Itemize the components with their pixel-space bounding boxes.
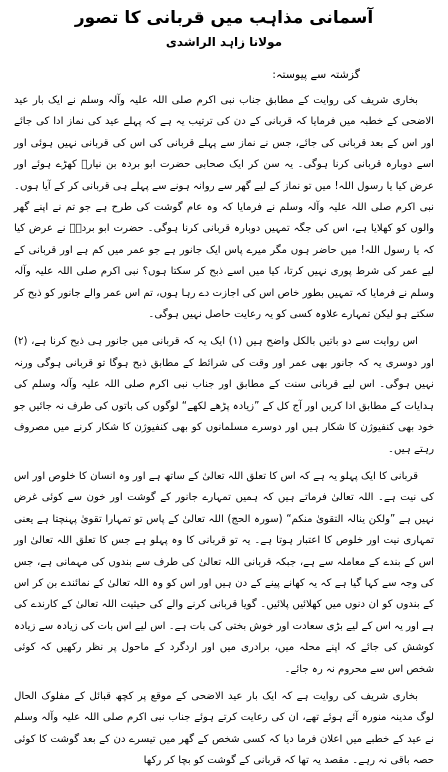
article-title: آسمانی مذاہب میں قربانی کا تصور [74,8,374,28]
paragraph: قربانی کا ایک پہلو یہ ہے کہ اس کا تعلق اللہ تعالیٰ کے ساتھ ہے اور وہ انسان کا خلوص اور اس کی نیت ہے۔ اللہ تعالیٰ فرماتے ہیں کہ ہمیں تمہارے جانور کے گوشت اور خون سے کوئی غرض نہیں ہے ”ولکن ینالہ التقویٰ منکم“ (سورہ الحج) اللہ تعالیٰ کے پاس تو تمہارا تقویٰ پہنچتا ہے یعنی تمہاری نیت اور خلوص کا اعتبار ہوتا ہے۔ یہ تو قربانی کا وہ پہلو ہے جس کا تعلق اللہ تعالیٰ اور اس کے بندے کے معاملہ سے ہے، جبکہ قربانی اللہ تعالیٰ کی طرف سے بندوں کی مہمانی ہے، جس کی وجہ سے کہا گیا ہے کہ یہ کھانے پینے کے دن ہیں اور اس کو وہ اللہ تعالیٰ کے نمائندے بن کر اس کے بندوں کو ان دنوں میں کھلائیں پلائیں۔ گویا قربانی کرنے والے کی حیثیت اللہ تعالیٰ کے کارندے کی ہے اور یہ اس کے لیے بڑی سعادت اور خوش بختی کی بات ہے۔ اس لیے اس بات کی زیادہ سے زیادہ کوشش کی جائے کہ اپنے محلہ میں، برادری میں اور اردگرد کے ماحول پر نظر رکھیں کہ کوئی شخص اس سے محروم نہ رہ جائے۔ [14,470,434,675]
continued-label: گزشتہ سے پیوستہ: [272,68,360,81]
author-name: مولانا زاہد الراشدی [165,35,283,49]
paragraph: اس روایت سے دو باتیں بالکل واضح ہیں (۱) ایک یہ کہ قربانی میں جانور ہی ذبح کرنا ہے، (۲) اور دوسری یہ کہ جانور بھی عمر اور وقت کی شرائط کے مطابق ذبح ہوگا تو قربانی ہوگی ورنہ نہیں ہوگی۔ اس لیے قربانی سنت کے مطابق اور جناب نبی اکرم صلی اللہ علیہ وآلہ وسلم کی ہدایات کے مطابق ادا کریں اور آج کل کے ”زیادہ پڑھے لکھے“ لوگوں کی باتوں کی طرف نہ جائیں جو خود بھی کنفیوژن کا شکار ہیں اور دوسرے مسلمانوں کو بھی کنفیوژن کا شکار کرنے میں مصروف رہتے ہیں۔ [14,336,434,455]
article-body [14,90,434,772]
paragraph: بخاری شریف کی روایت ہے کہ ایک بار عید الاضحی کے موقع پر کچھ قبائل کے مفلوک الحال لوگ مدینہ منورہ آئے ہوئے تھے، ان کی رعایت کرتے ہوئے جناب نبی اکرم صلی اللہ علیہ وآلہ وسلم نے عید کے خطبے میں اعلان فرما دیا کہ کسی شخص کے گھر میں تیسرے دن کے بعد گوشت کا کوئی حصہ باقی نہ رہے۔ مقصد یہ تھا کہ قربانی کے گوشت کو بچا کر رکھا [14,690,434,767]
paragraph: بخاری شریف کی روایت کے مطابق جناب نبی اکرم صلی اللہ علیہ وآلہ وسلم نے ایک بار عید الاضحی کے خطبہ میں فرمایا کہ قربانی کے دن کی ترتیب یہ ہے کہ پہلے عید کی نماز ادا کی جائے اور اس کے بعد قربانی کی جائے، جس نے نماز سے پہلے قربانی کی اس کی قربانی نہیں ہوئی اور اسے دوبارہ قربانی کرنا ہوگی۔ یہ سن کر ایک صحابی حضرت ابو بردہ بن نیارؓ کھڑے ہوئے اور عرض کیا یا رسول اللہ! میں تو نماز کے لیے گھر سے روانہ ہونے سے پہلے ہی قربانی کر کے آیا ہوں۔ نبی اکرم صلی اللہ علیہ وآلہ وسلم نے فرمایا کہ وہ عام گوشت کی طرح ہے جو تم نے اپنے گھر والوں کو کھلایا ہے، اس کی جگہ تمہیں دوبارہ قربانی کرنا ہوگی۔ حضرت ابو بردہؓ نے عرض کیا کہ یا رسول اللہ! میں حاضر ہوں مگر میرے پاس ایک جانور ہے جو عمر میں کم ہے اور قربانی کے لیے عمر کی شرط پوری نہیں کرتا، کیا میں اسے ذبح کر سکتا ہوں؟ نبی اکرم صلی اللہ علیہ وآلہ وسلم نے فرمایا کہ تمہیں بطور خاص اس کی اجازت دے رہا ہوں، تم اس عمر والے جانور کو ذبح کر سکتے ہو لیکن تمہارے علاوہ کسی کو یہ رعایت حاصل نہیں ہوگی۔ [14,95,434,321]
